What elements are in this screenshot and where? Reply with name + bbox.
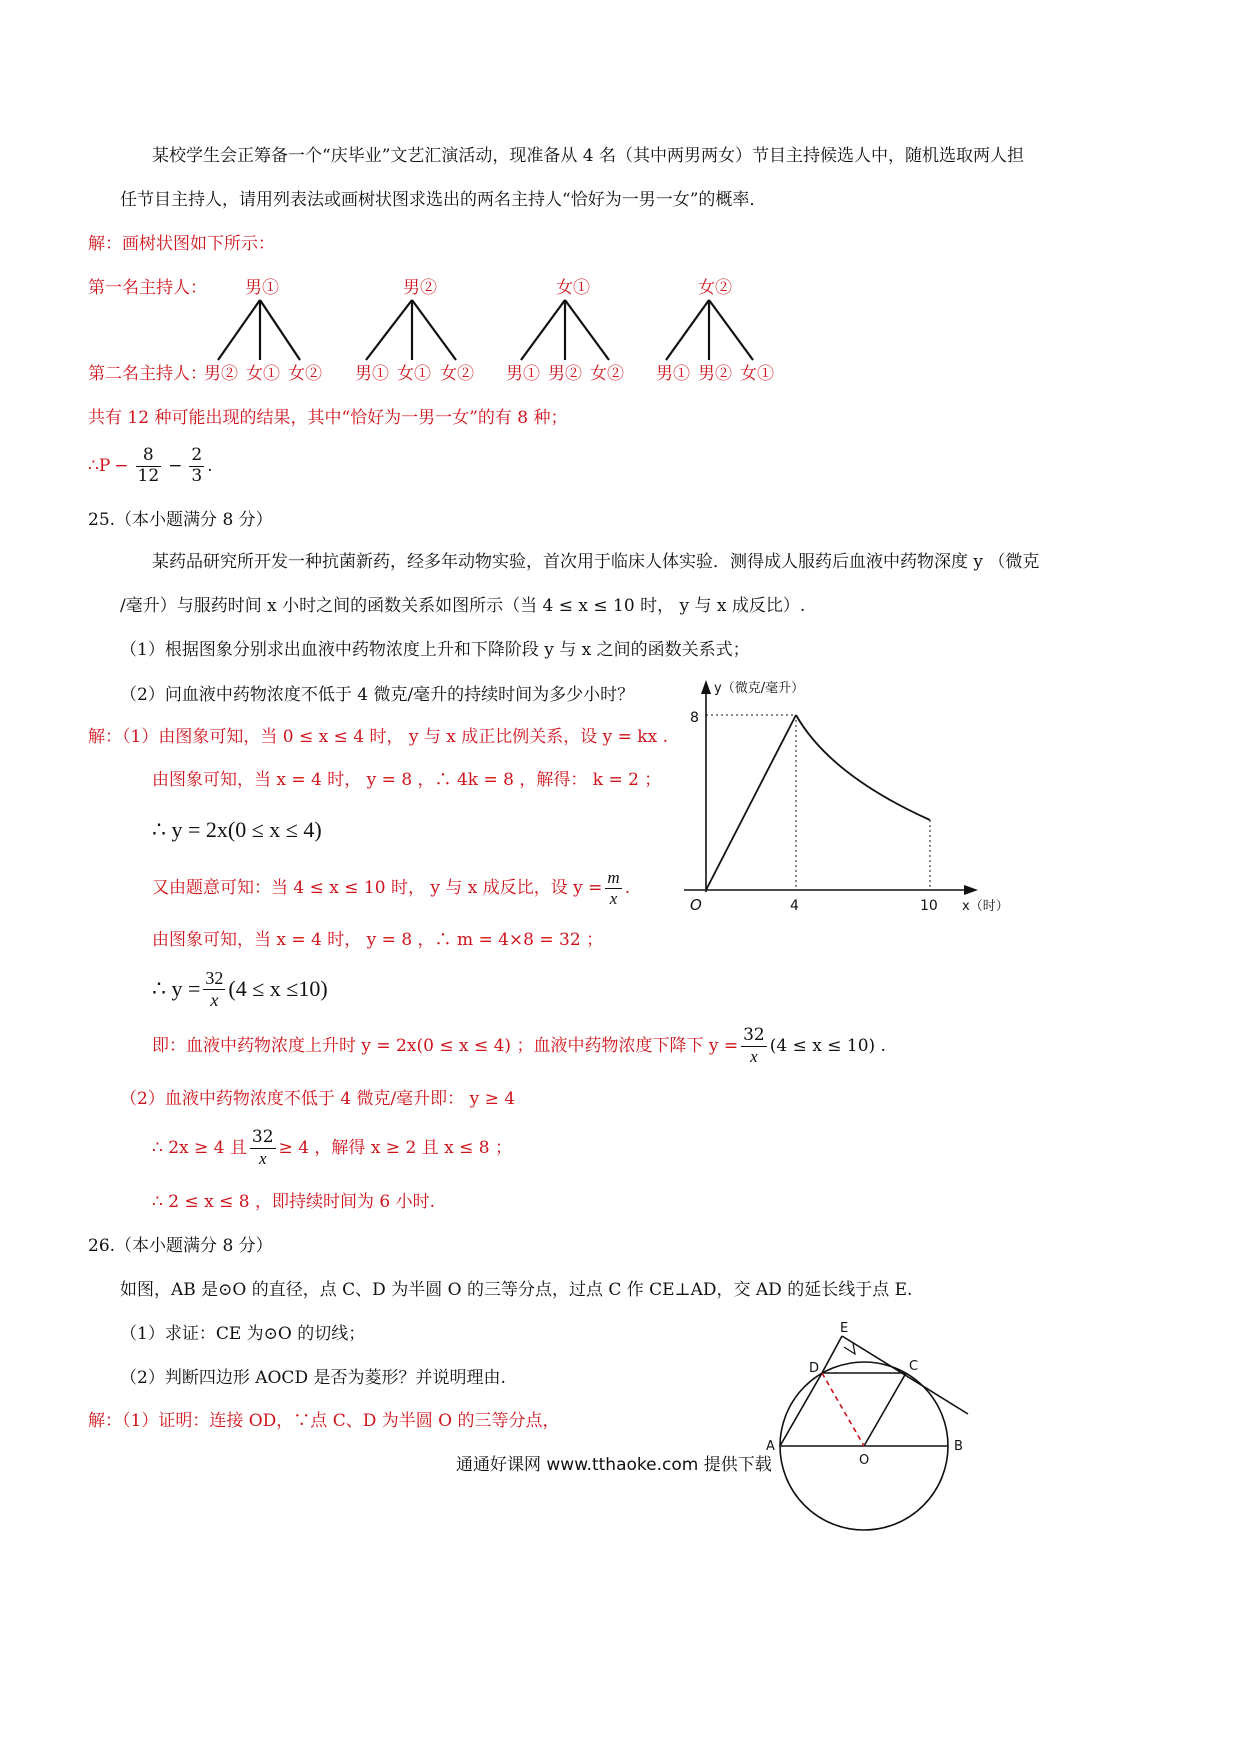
tree-leaf-1-3: 女② — [288, 364, 322, 384]
tree-leaf-4-2: 男② — [698, 364, 732, 384]
label-c: C — [909, 1359, 919, 1374]
tree-root-1: 男① — [245, 278, 279, 298]
fraction-32-x: $\frac{32}{x}$ — [205, 968, 224, 1010]
segment-ad — [780, 1373, 822, 1446]
second-host-label: 第二名主持人： — [88, 364, 207, 384]
tree-leaf-4-3: 女① — [740, 364, 774, 384]
p25-solution-2: 由图象可知，当 x = 4 时， y = 8 ，∴ 4k = 8 ，解得： k = 2 ； — [152, 770, 662, 790]
p26-solution-1: 解：（1）证明：连接 OD，∵点 C、D 为半圆 O 的三等分点， — [88, 1411, 560, 1431]
p24-stem-line1: 某校学生会正筹备一个“庆毕业”文艺汇演活动，现准备从 4 名（其中两男两女）节目主持候选人中，随机选取两人担 — [152, 146, 1025, 166]
tree-root-3: 女① — [556, 278, 590, 298]
tree-leaf-3-1: 男① — [506, 364, 540, 384]
tree-leaf-4-1: 男① — [656, 364, 690, 384]
fraction-32-x-3: $\frac{32}{x}$ — [251, 1127, 274, 1168]
p-equals-2: − — [168, 455, 183, 476]
p-prefix: ∴P — [88, 455, 111, 476]
p25-solution-7: 即：血液中药物浓度上升时 y = 2x(0 ≤ x ≤ 4) ；血液中药物浓度下降下 y = $\frac{32}{x}$ (4 ≤ x ≤ 10) . — [152, 1025, 886, 1066]
footer-download-note: 通通好课网 www.tthaoke.com 提供下载 — [456, 1455, 772, 1475]
right-angle-mark — [844, 1343, 855, 1354]
origin-label: O — [690, 896, 702, 914]
p25-solution-10: ∴ 2 ≤ x ≤ 8 ，即持续时间为 6 小时. — [152, 1192, 435, 1212]
rising-line — [706, 715, 796, 890]
label-d: D — [809, 1361, 820, 1376]
x-tick-4: 4 — [790, 898, 799, 914]
p-end: . — [207, 455, 213, 476]
x-axis-arrow — [964, 885, 978, 895]
p25-solution-9: ∴ 2x ≥ 4 且 $\frac{32}{x}$ ≥ 4 ，解得 x ≥ 2 且 x ≤ 8 ； — [152, 1127, 512, 1168]
p25-question-2: （2）问血液中药物浓度不低于 4 微克/毫升的持续时间为多少小时？ — [120, 685, 635, 705]
falling-curve — [796, 715, 930, 820]
fraction-2-3: $\frac{2}{3}$ — [191, 445, 203, 486]
tree-leaf-1-1: 男② — [204, 364, 238, 384]
p24-result: 共有 12 种可能出现的结果，其中“恰好为一男一女”的有 8 种； — [88, 408, 568, 428]
p24-stem-line2: 任节目主持人，请用列表法或画树状图求选出的两名主持人“恰好为一男一女”的概率． — [120, 190, 767, 210]
tree-leaf-3-2: 男② — [548, 364, 582, 384]
p24-solution-intro: 解：画树状图如下所示： — [88, 234, 275, 254]
fraction-32-x-2: $\frac{32}{x}$ — [743, 1025, 765, 1066]
circle-figure — [760, 1318, 1000, 1550]
y-tick-8: 8 — [690, 710, 699, 726]
segment-co — [864, 1373, 906, 1446]
p26-header: 26.（本小题满分 8 分） — [88, 1236, 273, 1256]
first-host-label: 第一名主持人： — [88, 278, 207, 298]
x-axis-label: x（时） — [962, 899, 1009, 914]
fraction-m-x: $\frac{m}{x}$ — [607, 868, 620, 908]
p25-question-1: （1）根据图象分别求出血液中药物浓度上升和下降阶段 y 与 x 之间的函数关系式； — [120, 640, 750, 660]
p25-solution-4: 又由题意可知：当 4 ≤ x ≤ 10 时， y 与 x 成反比，设 y = $\frac{m}{x}$ . — [152, 868, 631, 908]
label-b: B — [954, 1439, 963, 1454]
p26-question-1: （1）求证：CE 为⊙O 的切线； — [120, 1324, 366, 1344]
y-axis-label: y（微克/毫升） — [714, 681, 805, 696]
p25-solution-3: ∴ y = 2x(0 ≤ x ≤ 4) — [152, 817, 322, 842]
p-equals: − — [114, 455, 129, 476]
p25-header: 25.（本小题满分 8 分） — [88, 510, 273, 530]
label-o: O — [859, 1453, 870, 1468]
label-a: A — [766, 1439, 775, 1454]
tree-leaf-2-1: 男① — [355, 364, 389, 384]
tree-branches — [0, 0, 1240, 420]
label-e: E — [840, 1321, 849, 1336]
p25-stem-line1: 某药品研究所开发一种抗菌新药，经多年动物实验，首次用于临床人体实验．测得成人服药后血液中药物深度 y （微克 — [152, 552, 1040, 572]
tangent-ce — [842, 1336, 968, 1414]
tree-leaf-2-3: 女② — [440, 364, 474, 384]
tree-leaf-2-2: 女① — [397, 364, 431, 384]
fraction-8-12: $\frac{8}{12}$ — [137, 445, 160, 486]
p25-solution-8: （2）血液中药物浓度不低于 4 微克/毫升即： y ≥ 4 — [120, 1089, 516, 1109]
x-tick-10: 10 — [920, 898, 938, 914]
y-axis-arrow — [701, 680, 711, 694]
p25-solution-1: 解：（1）由图象可知，当 0 ≤ x ≤ 4 时， y 与 x 成正比例关系，设 y = kx . — [88, 727, 669, 747]
p25-stem-line2: /毫升）与服药时间 x 小时之间的函数关系如图所示（当 4 ≤ x ≤ 10 时， y 与 x 成反比）. — [120, 596, 806, 616]
concentration-graph — [670, 670, 1030, 930]
segment-de — [822, 1336, 842, 1373]
tree-root-2: 男② — [403, 278, 437, 298]
p25-solution-5: 由图象可知，当 x = 4 时， y = 8 ，∴ m = 4×8 = 32 ； — [152, 930, 604, 950]
p26-question-2: （2）判断四边形 AOCD 是否为菱形？并说明理由. — [120, 1368, 506, 1388]
p25-solution-6: ∴ y = $\frac{32}{x}$ (4 ≤ x ≤10) — [152, 968, 328, 1010]
dashed-od — [822, 1373, 864, 1446]
tree-root-4: 女② — [698, 278, 732, 298]
tree-leaf-3-3: 女② — [590, 364, 624, 384]
p26-stem: 如图，AB 是⊙O 的直径，点 C、D 为半圆 O 的三等分点，过点 C 作 CE⊥AD，交 AD 的延长线于点 E. — [120, 1280, 913, 1300]
tree-leaf-1-2: 女① — [246, 364, 280, 384]
p24-probability — [88, 446, 213, 486]
